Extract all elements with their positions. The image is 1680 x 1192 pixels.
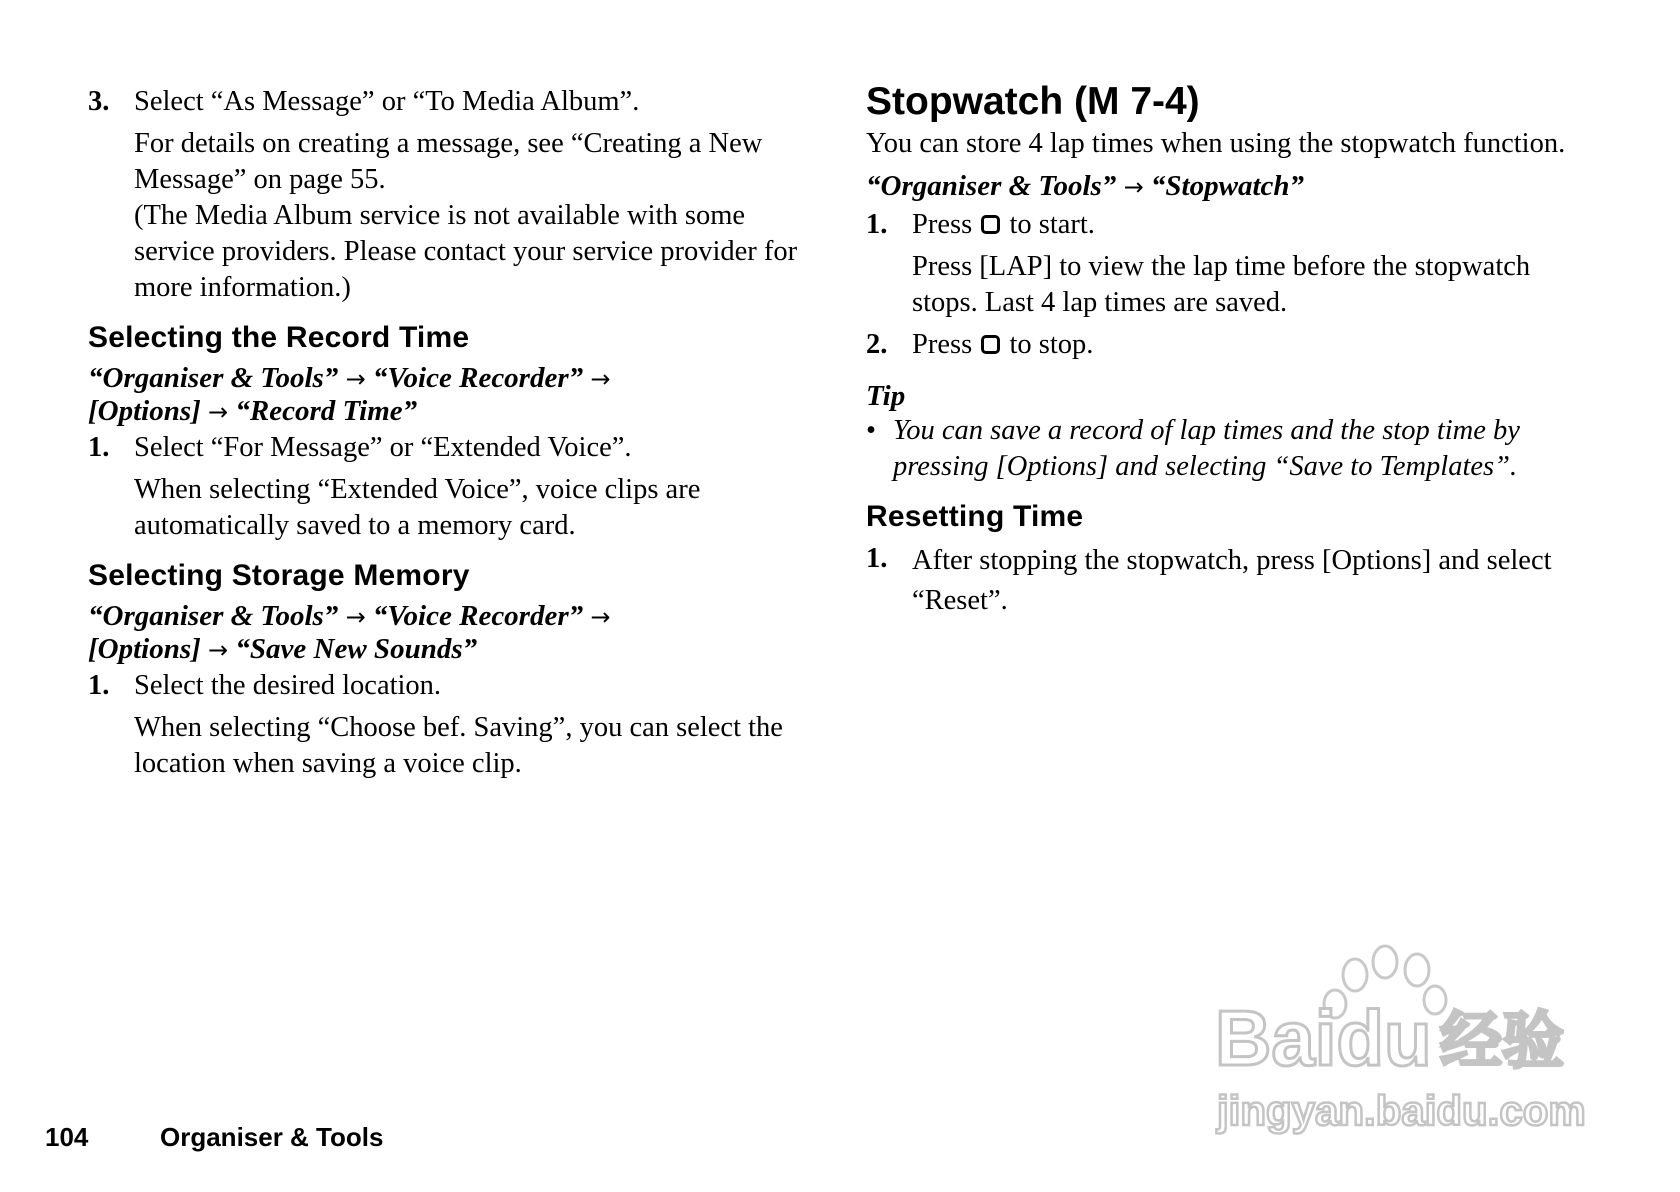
menu-path-record-time: “Organiser & Tools” → “Voice Recorder” → [Options] → “Record Time” (88, 362, 611, 427)
watermark-brand: Baidu (1215, 994, 1432, 1082)
stopwatch-step-1 (866, 207, 1596, 243)
watermark-cjk: 经验 (1440, 1004, 1565, 1077)
arrow-icon: → (345, 603, 366, 631)
arrow-icon: → (208, 636, 229, 664)
center-key-icon (981, 215, 1000, 234)
step-number: 1. (88, 432, 110, 463)
record-time-step-1-detail (88, 472, 808, 544)
step-text: Select “For Message” or “Extended Voice”. (134, 432, 632, 463)
step-detail: For details on creating a message, see “Creating a New Message” on page 55. (134, 128, 763, 195)
reset-step-1 (866, 541, 1596, 621)
left-column (88, 84, 808, 782)
arrow-icon: → (208, 398, 229, 426)
page-footer (45, 1122, 383, 1153)
step-text: Press to start. (912, 209, 1095, 240)
step-detail: Press [LAP] to view the lap time before the stopwatch stops. Last 4 lap times are saved. (912, 251, 1531, 318)
stopwatch-step-2 (866, 327, 1596, 363)
step-text: Press to stop. (912, 329, 1094, 360)
arrow-icon: → (345, 365, 366, 393)
tip-bullet (866, 413, 1596, 485)
page-title: Stopwatch (M 7-4) (866, 80, 1200, 123)
step-number: 2. (866, 329, 888, 360)
step-number: 3. (88, 86, 110, 117)
tip-label: Tip (866, 380, 906, 412)
storage-step-1-detail (88, 710, 808, 782)
step-detail: When selecting “Choose bef. Saving”, you can select the location when saving a voice clip. (134, 712, 783, 779)
section-heading-resetting-time: Resetting Time (866, 500, 1084, 533)
footer-section: Organiser & Tools (160, 1122, 384, 1152)
arrow-icon: → (1123, 173, 1144, 201)
step-number: 1. (866, 209, 888, 240)
bullet-icon: • (866, 415, 876, 446)
step-text: Select “As Message” or “To Media Album”. (134, 86, 640, 117)
step-detail: When selecting “Extended Voice”, voice clips are automatically saved to a memory card. (134, 474, 701, 541)
record-time-step-1 (88, 430, 808, 466)
watermark-url: jingyan.baidu.com (1217, 1087, 1586, 1134)
step-text: After stopping the stopwatch, press [Options] and select “Reset”. (912, 545, 1552, 616)
tip-text: You can save a record of lap times and the stop time by pressing [Options] and selecting “Save to Templates”. (893, 415, 1520, 482)
right-column (866, 78, 1596, 621)
arrow-icon: → (590, 365, 611, 393)
step-3-details (88, 126, 808, 306)
baidu-watermark (1195, 940, 1615, 1140)
section-heading-storage-memory: Selecting Storage Memory (88, 559, 470, 592)
menu-path-stopwatch: “Organiser & Tools” → “Stopwatch” (866, 170, 1305, 202)
step-number: 1. (88, 670, 110, 701)
center-key-icon (981, 335, 1000, 354)
storage-step-1 (88, 668, 808, 704)
section-heading-record-time: Selecting the Record Time (88, 321, 470, 354)
baidu-paw-icon (1195, 940, 1615, 1140)
step-3 (88, 84, 808, 120)
step-text: Select the desired location. (134, 670, 442, 701)
arrow-icon: → (590, 603, 611, 631)
step-detail: (The Media Album service is not available with some service providers. Please contact your service provider for more information.) (134, 200, 798, 303)
stopwatch-step-1-detail (866, 249, 1596, 321)
step-number: 1. (866, 543, 888, 574)
page-number: 104 (45, 1122, 89, 1152)
menu-path-storage-memory: “Organiser & Tools” → “Voice Recorder” → [Options] → “Save New Sounds” (88, 600, 611, 665)
intro-text: You can store 4 lap times when using the stopwatch function. (866, 128, 1566, 159)
